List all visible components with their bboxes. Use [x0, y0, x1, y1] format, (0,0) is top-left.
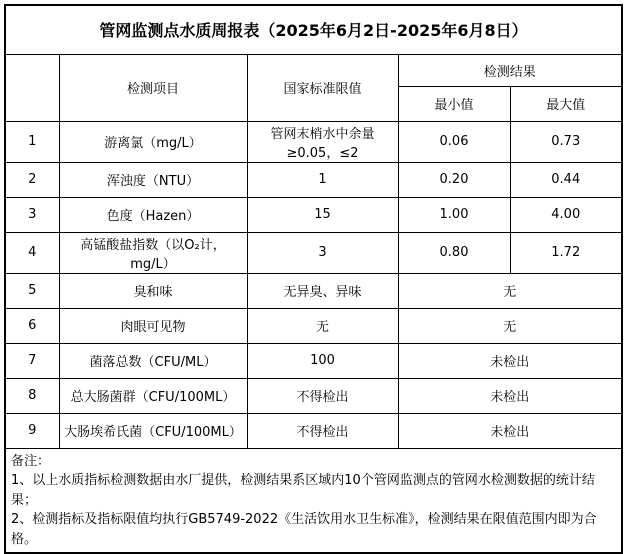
row-number-cell: 3 — [5, 197, 59, 232]
row-number-cell: 6 — [5, 308, 59, 343]
standard-cell: 100 — [247, 343, 398, 378]
min-value-cell: 0.80 — [398, 232, 510, 273]
row-number-cell: 4 — [5, 232, 59, 273]
item-cell: 肉眼可见物 — [59, 308, 247, 343]
table-row — [5, 232, 622, 273]
result-cell: 无 — [398, 308, 622, 343]
report-title: 管网监测点水质周报表（2025年6月2日-2025年6月8日） — [5, 5, 622, 54]
result-cell: 未检出 — [398, 413, 622, 448]
result-cell: 未检出 — [398, 343, 622, 378]
max-value-cell: 0.44 — [510, 162, 622, 197]
min-value-cell: 0.20 — [398, 162, 510, 197]
table-row — [5, 308, 622, 343]
note-line-2: 2、检测指标及指标限值均执行GB5749-2022《生活饮用水卫生标准》，检测结果在限值范围内即为合格。 — [11, 512, 597, 547]
header-result-group: 检测结果 — [398, 54, 622, 86]
header-item: 检测项目 — [59, 54, 247, 121]
row-number-cell: 1 — [5, 121, 59, 162]
table-row — [5, 121, 622, 162]
table-row — [5, 413, 622, 448]
item-cell: 高锰酸盐指数（以O₂计，mg/L） — [59, 232, 247, 273]
max-value-cell: 0.73 — [510, 121, 622, 162]
header-min: 最小值 — [398, 86, 510, 121]
item-cell: 浑浊度（NTU） — [59, 162, 247, 197]
table-row — [5, 273, 622, 308]
standard-cell: 不得检出 — [247, 413, 398, 448]
min-value-cell: 0.06 — [398, 121, 510, 162]
item-cell: 色度（Hazen） — [59, 197, 247, 232]
row-number-cell: 9 — [5, 413, 59, 448]
standard-cell: 不得检出 — [247, 378, 398, 413]
standard-cell: 1 — [247, 162, 398, 197]
notes-cell — [5, 448, 622, 553]
water-quality-table — [4, 4, 623, 554]
item-cell: 菌落总数（CFU/ML） — [59, 343, 247, 378]
row-number-cell: 2 — [5, 162, 59, 197]
standard-cell: 无 — [247, 308, 398, 343]
table-row — [5, 162, 622, 197]
notes-label: 备注： — [11, 453, 51, 469]
max-value-cell: 1.72 — [510, 232, 622, 273]
header-row-number-cell — [5, 54, 59, 121]
row-number-cell: 7 — [5, 343, 59, 378]
table-row — [5, 197, 622, 232]
note-line-1: 1、以上水质指标检测数据由水厂提供，检测结果系区域内10个管网监测点的管网水检测数据的统计结果； — [11, 473, 595, 508]
table-row — [5, 343, 622, 378]
result-cell: 未检出 — [398, 378, 622, 413]
table-row — [5, 378, 622, 413]
item-cell: 游离氯（mg/L） — [59, 121, 247, 162]
min-value-cell: 1.00 — [398, 197, 510, 232]
standard-cell: 无异臭、异味 — [247, 273, 398, 308]
header-standard: 国家标准限值 — [247, 54, 398, 121]
result-cell: 无 — [398, 273, 622, 308]
row-number-cell: 8 — [5, 378, 59, 413]
standard-cell: 15 — [247, 197, 398, 232]
item-cell: 臭和味 — [59, 273, 247, 308]
item-cell: 大肠埃希氏菌（CFU/100ML） — [59, 413, 247, 448]
item-cell: 总大肠菌群（CFU/100ML） — [59, 378, 247, 413]
max-value-cell: 4.00 — [510, 197, 622, 232]
row-number-cell: 5 — [5, 273, 59, 308]
header-max: 最大值 — [510, 86, 622, 121]
standard-cell: 管网末梢水中余量≥0.05，≤2 — [247, 121, 398, 162]
standard-cell: 3 — [247, 232, 398, 273]
